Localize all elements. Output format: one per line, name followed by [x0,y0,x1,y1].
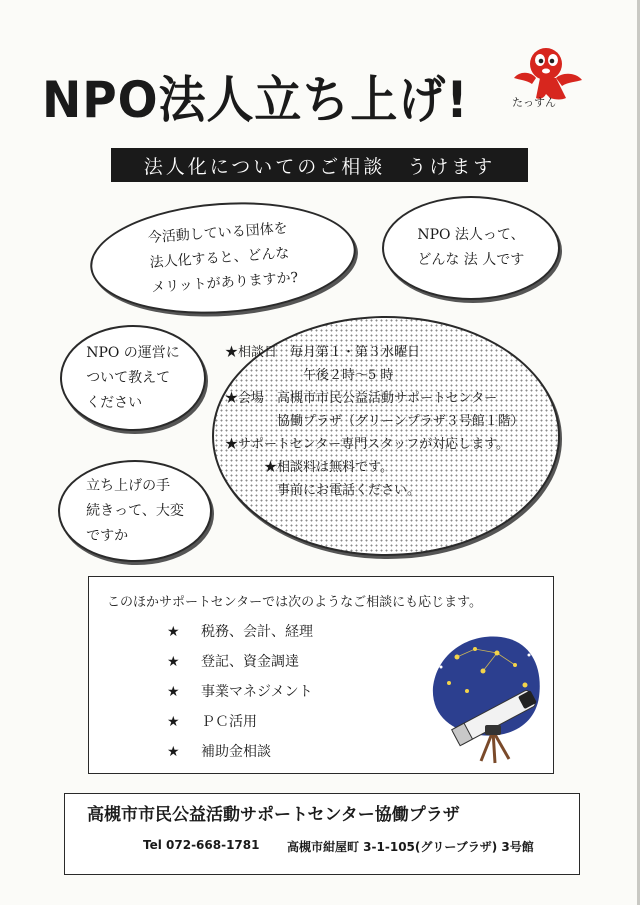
question-bubble-what-is-npo [382,196,560,300]
bubble-text [86,341,180,416]
services-intro: このほかサポートセンターでは次のようなご相談にも応じます。 [107,595,483,610]
bubble-text [86,474,184,549]
question-bubble-procedure [58,460,212,562]
service-label: 登記、資金調達 [201,654,299,670]
page-title: NPO法人立ち上げ! [42,71,469,129]
mascot-caption: たっすん [512,96,556,109]
consultation-call-ahead: 事前にお電話ください。 [225,483,421,498]
services-list [167,617,313,767]
bubble-line: NPO 法人って、 [417,227,525,243]
consultation-venue-detail: 協働プラザ（グリーンプラザ３号館１階） [225,414,524,429]
consultation-venue: ★会場 高槻市市民公益活動サポートセンター [225,391,498,406]
star-icon: ★ [167,744,180,760]
list-item [167,677,313,707]
consultation-time: 午後２時～5 時 [225,368,394,383]
organization-name: 高槻市市民公益活動サポートセンター協働プラザ [87,805,460,825]
star-icon: ★ [167,624,180,640]
bubble-line: 法人化すると、どんな [149,244,290,271]
bubble-line: ください [86,394,143,411]
bubble-line: ついて教えて [86,369,171,386]
contact-footer [64,793,580,875]
bubble-line: 続きって、大変 [86,502,184,519]
phone-number: Tel 072-668-1781 [143,838,260,852]
service-label: 事業マネジメント [201,684,313,700]
bubble-text [147,215,299,300]
bubble-line: どんな 法 人です [417,252,525,268]
service-label: 補助金相談 [201,744,271,760]
telescope-illustration [427,627,545,765]
address: 高槻市紺屋町 3-1-105(グリーブラザ) 3号館 [287,840,534,854]
star-icon: ★ [167,684,180,700]
consultation-details [225,341,524,502]
bubble-line: NPO の運営に [86,344,180,361]
service-label: 税務、会計、経理 [201,624,313,640]
bubble-line: 立ち上げの手 [86,477,171,494]
list-item [167,737,313,767]
consultation-date: ★相談日 毎月第１・第３水曜日 [225,345,421,360]
consultation-fee: ★相談料は無料です。 [225,460,393,475]
consultation-banner: 法人化についてのご相談 うけます [111,148,528,182]
bubble-line: 今活動している団体を [147,219,289,246]
bubble-text [417,223,524,273]
bubble-line: メリットがありますか? [150,269,299,296]
list-item [167,707,313,737]
other-services-box [88,576,554,774]
star-icon: ★ [167,654,180,670]
question-bubble-merit [86,194,359,322]
service-label: ＰＣ活用 [201,714,257,730]
question-bubble-operation [60,325,206,431]
star-icon: ★ [167,714,180,730]
consultation-staff: ★サポートセンター専門スタッフが対応します。 [225,437,510,452]
bubble-line: ですか [86,527,129,544]
list-item [167,617,313,647]
list-item [167,647,313,677]
